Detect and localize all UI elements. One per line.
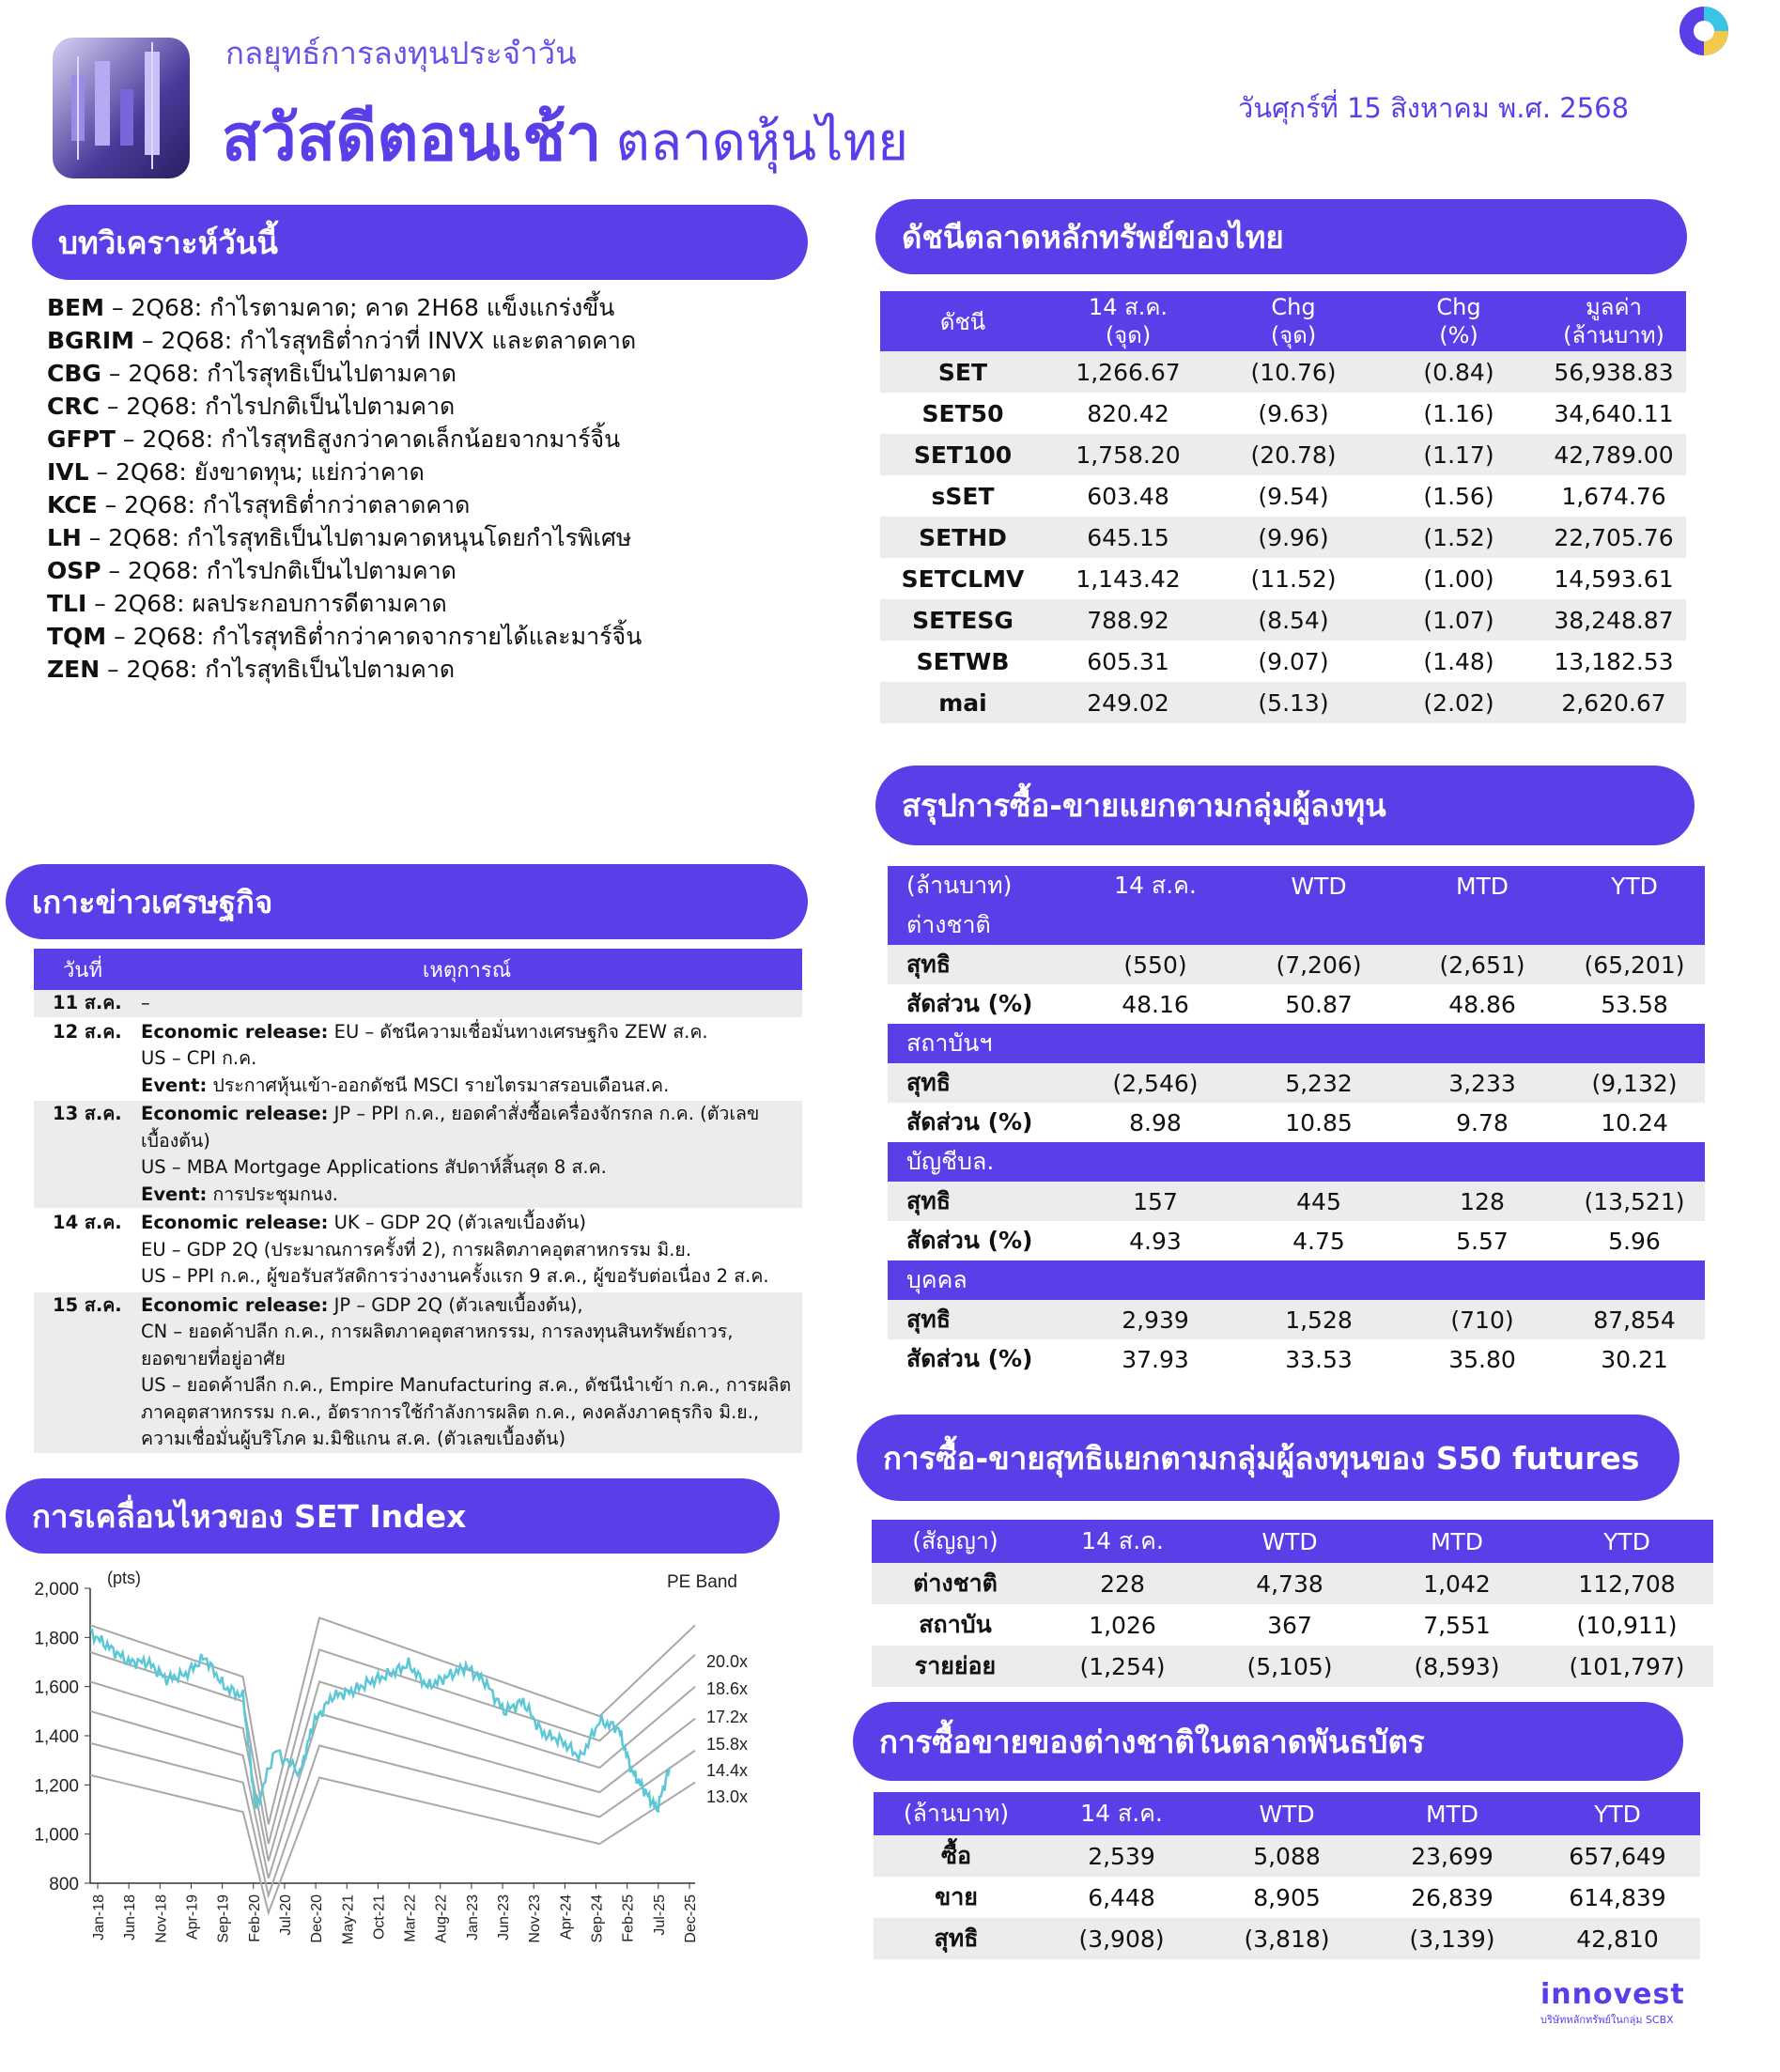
col-ytd: YTD xyxy=(1540,1520,1713,1563)
index-col-name: ดัชนี xyxy=(880,291,1045,351)
y-tick-label: 2,000 xyxy=(34,1580,79,1600)
pe-band-label: 15.8x xyxy=(706,1735,749,1754)
pe-band-line xyxy=(90,1681,695,1861)
group-row: ต่างชาติ xyxy=(888,905,1705,945)
news-row: 13 ส.ค. Economic release: JP – PPI ก.ค., ยอดคำสั่งซื้อเครื่องจักรกล ก.ค. (ตัวเลข เบื้องต้น) US – MBA Mortgage Applications สัปดาห์สิ้นสุด 8 ส.ค. Event: การประชุมกนง. xyxy=(34,1100,802,1209)
table-row: SETESG 788.92 (8.54) (1.07) 38,248.87 xyxy=(880,599,1686,641)
chart-unit-label: (pts) xyxy=(107,1569,141,1587)
analysis-item[interactable]: BEM – 2Q68: กำไรตามคาด; คาด 2H68 แข็งแกร่งขึ้น xyxy=(47,294,615,321)
x-tick-label: Apr-24 xyxy=(558,1894,575,1941)
table-row: สุทธิ (3,908) (3,818) (3,139) 42,810 xyxy=(874,1918,1700,1959)
brand-logo-text: innovest xyxy=(1540,1978,1685,2011)
y-tick-label: 800 xyxy=(49,1875,79,1894)
table-row: สุทธิ 157 445 128 (13,521) xyxy=(888,1182,1705,1221)
index-title: ดัชนีตลาดหลักทรัพย์ของไทย xyxy=(902,218,1284,255)
news-col-date: วันที่ xyxy=(34,949,132,990)
analysis-item[interactable]: LH – 2Q68: กำไรสุทธิเป็นไปตามคาดหนุนโดยกำไรพิเศษ xyxy=(47,524,632,551)
col-wtd: WTD xyxy=(1204,1792,1370,1835)
table-row: สุทธิ (550) (7,206) (2,651) (65,201) xyxy=(888,945,1705,984)
x-tick-label: Mar-22 xyxy=(402,1894,419,1942)
table-row: SETCLMV 1,143.42 (11.52) (1.00) 14,593.61 xyxy=(901,564,1674,593)
investor-title: สรุปการซื้อ-ขายแยกตามกลุ่มผู้ลงทุน xyxy=(902,787,1386,824)
investor-table xyxy=(888,866,1705,1379)
col-day: 14 ส.ค. xyxy=(1074,866,1237,905)
x-tick-label: May-21 xyxy=(340,1894,357,1945)
pe-band-line xyxy=(90,1743,695,1895)
table-row: สัดส่วน (%) 8.98 10.85 9.78 10.24 xyxy=(906,1108,1668,1137)
analysis-list xyxy=(47,291,642,686)
table-row: สุทธิ (2,546) 5,232 3,233 (9,132) xyxy=(888,1063,1705,1103)
x-tick-label: Sep-24 xyxy=(589,1894,606,1943)
table-row: สถาบัน 1,026 367 7,551 (10,911) xyxy=(919,1611,1678,1639)
col-day: 14 ส.ค. xyxy=(1039,1792,1204,1835)
futures-title: การซื้อ-ขายสุทธิแยกตามกลุ่มผู้ลงทุนของ S50 futures xyxy=(883,1439,1640,1477)
x-tick-label: Jul-25 xyxy=(651,1894,668,1936)
y-tick-label: 1,000 xyxy=(34,1825,79,1846)
col-day: 14 ส.ค. xyxy=(1039,1520,1206,1563)
col-unit: (สัญญา) xyxy=(872,1520,1039,1563)
pe-band-label: 13.0x xyxy=(706,1787,749,1806)
col-wtd: WTD xyxy=(1206,1520,1373,1563)
analysis-item[interactable]: BGRIM – 2Q68: กำไรสุทธิต่ำกว่าที่ INVX และตลาดคาด xyxy=(47,327,637,354)
col-mtd: MTD xyxy=(1373,1520,1540,1563)
group-row: บัญชีบล. xyxy=(888,1142,1705,1182)
set-index-chart xyxy=(0,1559,808,1963)
analysis-item[interactable]: CRC – 2Q68: กำไรปกติเป็นไปตามคาด xyxy=(47,393,456,420)
x-tick-label: Jun-18 xyxy=(122,1894,139,1941)
pe-band-title: PE Band xyxy=(667,1572,737,1592)
analysis-item[interactable]: KCE – 2Q68: กำไรสุทธิต่ำกว่าตลาดคาด xyxy=(47,491,471,518)
x-tick-label: Jun-23 xyxy=(496,1894,513,1941)
x-tick-label: Apr-19 xyxy=(184,1894,201,1941)
brand-logo xyxy=(1540,1978,1710,2028)
pe-band-label: 14.4x xyxy=(706,1761,749,1780)
group-row: สถาบันฯ xyxy=(888,1024,1705,1063)
x-tick-label: Jan-23 xyxy=(464,1894,481,1941)
set-index-line xyxy=(90,1630,670,1811)
analysis-title: บทวิเคราะห์วันนี้ xyxy=(58,224,278,261)
pe-band-line xyxy=(90,1649,695,1844)
col-mtd: MTD xyxy=(1370,1792,1535,1835)
table-row: SET 1,266.67 (10.76) (0.84) 56,938.83 xyxy=(880,351,1686,393)
bond-table xyxy=(874,1792,1700,1959)
col-wtd: WTD xyxy=(1237,866,1401,905)
col-ytd: YTD xyxy=(1535,1792,1700,1835)
x-tick-label: Jul-20 xyxy=(277,1894,294,1936)
x-tick-label: Feb-25 xyxy=(620,1894,637,1942)
table-row: สัดส่วน (%) 37.93 33.53 35.80 30.21 xyxy=(906,1345,1668,1373)
table-row: สัดส่วน (%) 48.16 50.87 48.86 53.58 xyxy=(906,990,1668,1018)
y-tick-label: 1,600 xyxy=(34,1678,79,1698)
x-tick-label: Jan-18 xyxy=(91,1894,107,1941)
futures-table xyxy=(872,1520,1713,1687)
pe-band-label: 18.6x xyxy=(706,1679,749,1698)
table-row: SETHD 645.15 (9.96) (1.52) 22,705.76 xyxy=(880,517,1686,558)
group-row: บุคคล xyxy=(888,1260,1705,1300)
table-row: สัดส่วน (%) 4.93 4.75 5.57 5.96 xyxy=(906,1227,1661,1255)
table-row: ต่างชาติ 228 4,738 1,042 112,708 xyxy=(872,1563,1713,1604)
x-tick-label: Nov-23 xyxy=(527,1894,544,1943)
pe-band-line xyxy=(90,1775,695,1913)
x-tick-label: Oct-21 xyxy=(371,1894,388,1941)
futures-section-title xyxy=(857,1415,1679,1501)
y-tick-label: 1,400 xyxy=(34,1727,79,1747)
news-col-event: เหตุการณ์ xyxy=(132,949,802,990)
analysis-item[interactable]: CBG – 2Q68: กำไรสุทธิเป็นไปตามคาด xyxy=(47,360,457,387)
table-row: mai 249.02 (5.13) (2.02) 2,620.67 xyxy=(880,682,1686,723)
table-row: SETWB 605.31 (9.07) (1.48) 13,182.53 xyxy=(916,647,1674,675)
news-title: เกาะข่าวเศรษฐกิจ xyxy=(32,883,273,920)
news-row: 15 ส.ค. Economic release: JP – GDP 2Q (ตัวเลขเบื้องต้น), CN – ยอดค้าปลีก ก.ค., การผลิตภาคอุตสาหกรรม, การลงทุนสินทรัพย์ถาวร, ยอดขายที่อยู่อาศัย US – ยอดค้าปลีก ก.ค., Empire Manufacturing ส.ค., ดัชนีนำเข้า ก.ค., การผลิต ภาคอุตสาหกรรม ก.ค., อัตราการใช้กำลังการผลิต ก.ค., คงคลังภาคธุรกิจ มิ.ย., ความเชื่อมั่นผู้บริโภค ม.มิชิแกน ส.ค. (ตัวเลขเบื้องต้น) xyxy=(34,1291,802,1453)
table-row: SET50 820.42 (9.63) (1.16) 34,640.11 xyxy=(921,399,1674,427)
brand-circle-icon xyxy=(1677,4,1731,58)
chart-section-title xyxy=(6,1478,780,1554)
x-tick-label: Sep-19 xyxy=(215,1894,232,1943)
table-row: sSET 603.48 (9.54) (1.56) 1,674.76 xyxy=(931,482,1666,510)
bond-section-title xyxy=(853,1702,1683,1781)
table-row: SET100 1,758.20 (20.78) (1.17) 42,789.00 xyxy=(880,434,1686,475)
news-row: 11 ส.ค. – xyxy=(34,990,802,1018)
pe-band-label: 17.2x xyxy=(706,1708,749,1726)
x-tick-label: Feb-20 xyxy=(246,1894,263,1942)
table-row: สุทธิ 2,939 1,528 (710) 87,854 xyxy=(888,1300,1705,1339)
col-unit: (ล้านบาท) xyxy=(888,866,1074,905)
table-row: ซื้อ 2,539 5,088 23,699 657,649 xyxy=(874,1835,1700,1877)
x-tick-label: Aug-22 xyxy=(433,1894,450,1943)
x-tick-label: Dec-20 xyxy=(309,1894,326,1943)
bond-title: การซื้อขายของต่างชาติในตลาดพันธบัตร xyxy=(879,1723,1425,1760)
investor-section-title xyxy=(875,765,1695,845)
table-row: รายย่อย (1,254) (5,105) (8,593) (101,797) xyxy=(872,1646,1713,1687)
news-row: 14 ส.ค. Economic release: UK – GDP 2Q (ตัวเลขเบื้องต้น) EU – GDP 2Q (ประมาณการครั้งที่ 2), การผลิตภาคอุตสาหกรรม มิ.ย. US – PPI ก.ค., ผู้ขอรับสวัสดิการว่างงานครั้งแรก 9 ส.ค., ผู้ขอรับต่อเนื่อง 2 ส.ค. xyxy=(34,1209,802,1291)
page-title xyxy=(222,86,908,188)
brand-tagline: บริษัทหลักทรัพย์ในกลุ่ม SCBX xyxy=(1540,2014,1674,2026)
chart-title: การเคลื่อนไหวของ SET Index xyxy=(32,1497,467,1535)
index-section-title xyxy=(875,199,1687,274)
index-col-close: 14 ส.ค. (จุด) xyxy=(1045,291,1211,351)
y-tick-label: 1,800 xyxy=(34,1629,79,1649)
news-row: 12 ส.ค. Economic release: EU – ดัชนีความเชื่อมั่นทางเศรษฐกิจ ZEW ส.ค. US – CPI ก.ค. Event: ประกาศหุ้นเข้า-ออกดัชนี MSCI รายไตรมาสรอบเดือนส.ค. xyxy=(34,1018,802,1101)
pe-band-label: 20.0x xyxy=(706,1652,749,1671)
analysis-item[interactable]: IVL – 2Q68: ยังขาดทุน; แย่กว่าคาด xyxy=(47,458,425,486)
page-title-bold: สวัสดีตอนเช้า xyxy=(222,101,602,176)
col-unit: (ล้านบาท) xyxy=(874,1792,1039,1835)
index-table xyxy=(880,291,1686,723)
x-tick-label: Nov-18 xyxy=(153,1894,170,1943)
page-subtitle: กลยุทธ์การลงทุนประจำวัน xyxy=(225,35,577,71)
report-date: วันศุกร์ที่ 15 สิงหาคม พ.ศ. 2568 xyxy=(1238,92,1630,124)
news-table xyxy=(34,949,802,1453)
header-logo-image xyxy=(53,38,190,178)
pe-band-line xyxy=(90,1617,695,1824)
analysis-item[interactable]: ZEN – 2Q68: กำไรสุทธิเป็นไปตามคาด xyxy=(47,656,456,683)
table-row: ขาย 6,448 8,905 26,839 614,839 xyxy=(935,1883,1666,1911)
index-col-chg-pct: Chg (%) xyxy=(1376,291,1541,351)
analysis-item[interactable]: OSP – 2Q68: กำไรปกติเป็นไปตามคาด xyxy=(47,557,457,584)
analysis-section-title xyxy=(32,205,808,280)
col-ytd: YTD xyxy=(1564,866,1705,905)
page-title-light: ตลาดหุ้นไทย xyxy=(615,112,909,173)
analysis-item[interactable]: GFPT – 2Q68: กำไรสุทธิสูงกว่าคาดเล็กน้อยจากมาร์จิ้น xyxy=(47,425,621,453)
x-tick-label: Dec-25 xyxy=(683,1894,699,1943)
analysis-item[interactable]: TQM – 2Q68: กำไรสุทธิต่ำกว่าคาดจากรายได้และมาร์จิ้น xyxy=(47,623,642,650)
index-col-chg: Chg (จุด) xyxy=(1211,291,1376,351)
index-col-value: มูลค่า (ล้านบาท) xyxy=(1541,291,1686,351)
col-mtd: MTD xyxy=(1401,866,1564,905)
news-section-title xyxy=(6,864,808,939)
analysis-item[interactable]: TLI – 2Q68: ผลประกอบการดีตามคาด xyxy=(47,590,447,617)
y-tick-label: 1,200 xyxy=(34,1776,79,1797)
